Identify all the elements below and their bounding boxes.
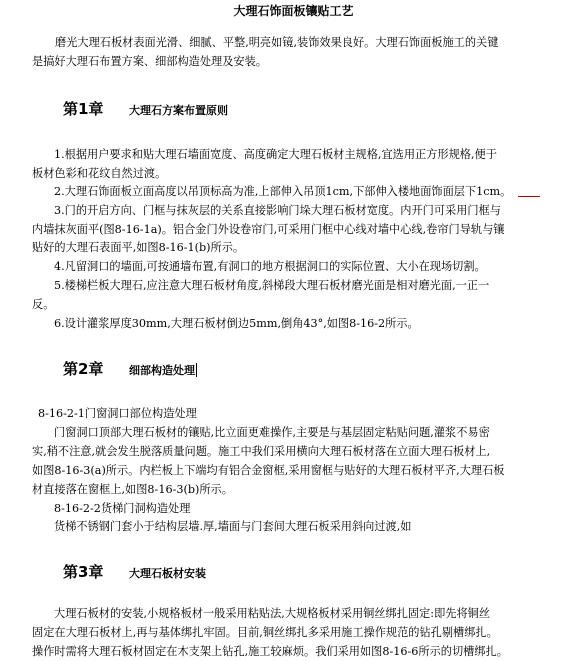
document-title: 大理石饰面板镶贴工艺 [233, 4, 354, 18]
chapter1-line: 贴好的大理石表面平,如图8-16-1(b)所示。 [32, 241, 245, 254]
chapter2-line: 货梯不锈钢门套小于结构层墙.厚,墙面与门套间大理石板采用斜向过渡,如 [54, 520, 412, 533]
chapter-number: 第1章 [63, 100, 104, 118]
chapter-name: 大理石板材安装 [129, 567, 206, 580]
chapter1-line: 6.设计灌浆厚度30mm,大理石板材倒边5mm,倒角43°,如图8-16-2所示。 [54, 317, 419, 330]
subsection-heading: 8-16-2-2货梯门洞构造处理 [54, 502, 191, 515]
chapter1-line: 板材色彩和花纹自然过渡。 [32, 167, 167, 180]
chapter-name: 大理石方案布置原则 [129, 104, 228, 117]
subsection-heading: 8-16-2-1门窗洞口部位构造处理 [38, 407, 197, 420]
chapter1-line: 内墙抹灰面平(图8-16-1a)。铝合金门外设卷帘门,可采用门框中心线对墙中心线,卷帘门导轨与镶 [32, 223, 505, 236]
chapter3-line: 固定在大理石板材上,再与基体绑扎牢固。目前,铜丝绑扎多采用施工操作规范的钻孔剔槽绑扎。 [32, 626, 498, 639]
chapter1-line: 3.门的开启方向、门框与抹灰层的关系直接影响门垛大理石板材宽度。内开门可采用门框与 [54, 204, 501, 217]
chapter1-line: 1.根据用户要求和贴大理石墙面宽度、高度确定大理石板材主规格,宜选用正方形规格,便于 [54, 148, 497, 161]
chapter-number: 第3章 [63, 563, 104, 581]
chapter-name: 细部构造处理 [129, 364, 195, 377]
chapter1-line: 反。 [32, 298, 55, 311]
chapter2-line: 材直接落在窗框上,如图8-16-3(b)所示。 [32, 483, 233, 496]
intro-line: 磨光大理石板材表面光滑、细腻、平整,明亮如镜,装饰效果良好。大理石饰面板施工的关键 [55, 36, 499, 49]
chapter2-line: 实,稍不注意,就会发生脱落质量问题。施工中我们采用横向大理石板材落在立面大理石板材上, [32, 445, 491, 458]
chapter1-line: 4.凡留洞口的墙面,可按通墙布置,有洞口的地方根据洞口的实际位置、大小在现场切割。 [54, 260, 486, 273]
chapter3-line: 大理石板材的安装,小规格板材一般采用粘贴法,大规格板材采用铜丝绑扎固定:即先将铜丝 [54, 607, 491, 620]
spellcheck-underline [518, 196, 540, 197]
chapter1-line: 2.大理石饰面板立面高度以吊顶标高为准,上部伸入吊顶1cm,下部伸入楼地面饰面层下1cm。 [54, 185, 512, 198]
chapter1-line: 5.楼梯栏板大理石,应注意大理石板材角度,斜梯段大理石板材磨光面是相对磨光面,一正一 [54, 279, 490, 292]
chapter-1-heading [63, 98, 228, 119]
text-cursor [196, 363, 197, 377]
chapter2-line: 如图8-16-3(a)所示。内栏板上下端均有铝合金窗框,采用窗框与贴好的大理石板材平齐,大理石板 [32, 464, 505, 477]
chapter3-line: 操作时需将大理石板材固定在木支架上钻孔,施工较麻烦。我们采用如图8-16-6所示的切槽绑扎。 [32, 645, 508, 658]
chapter-3-heading [63, 561, 206, 582]
chapter-number: 第2章 [63, 360, 104, 378]
chapter-2-heading [63, 358, 197, 379]
intro-line: 是搞好大理石布置方案、细部构造处理及安装。 [32, 55, 267, 68]
chapter2-line: 门窗洞口顶部大理石板材的镶贴,比立面更难操作,主要是与基层固定粘贴问题,灌浆不易密 [54, 426, 490, 439]
